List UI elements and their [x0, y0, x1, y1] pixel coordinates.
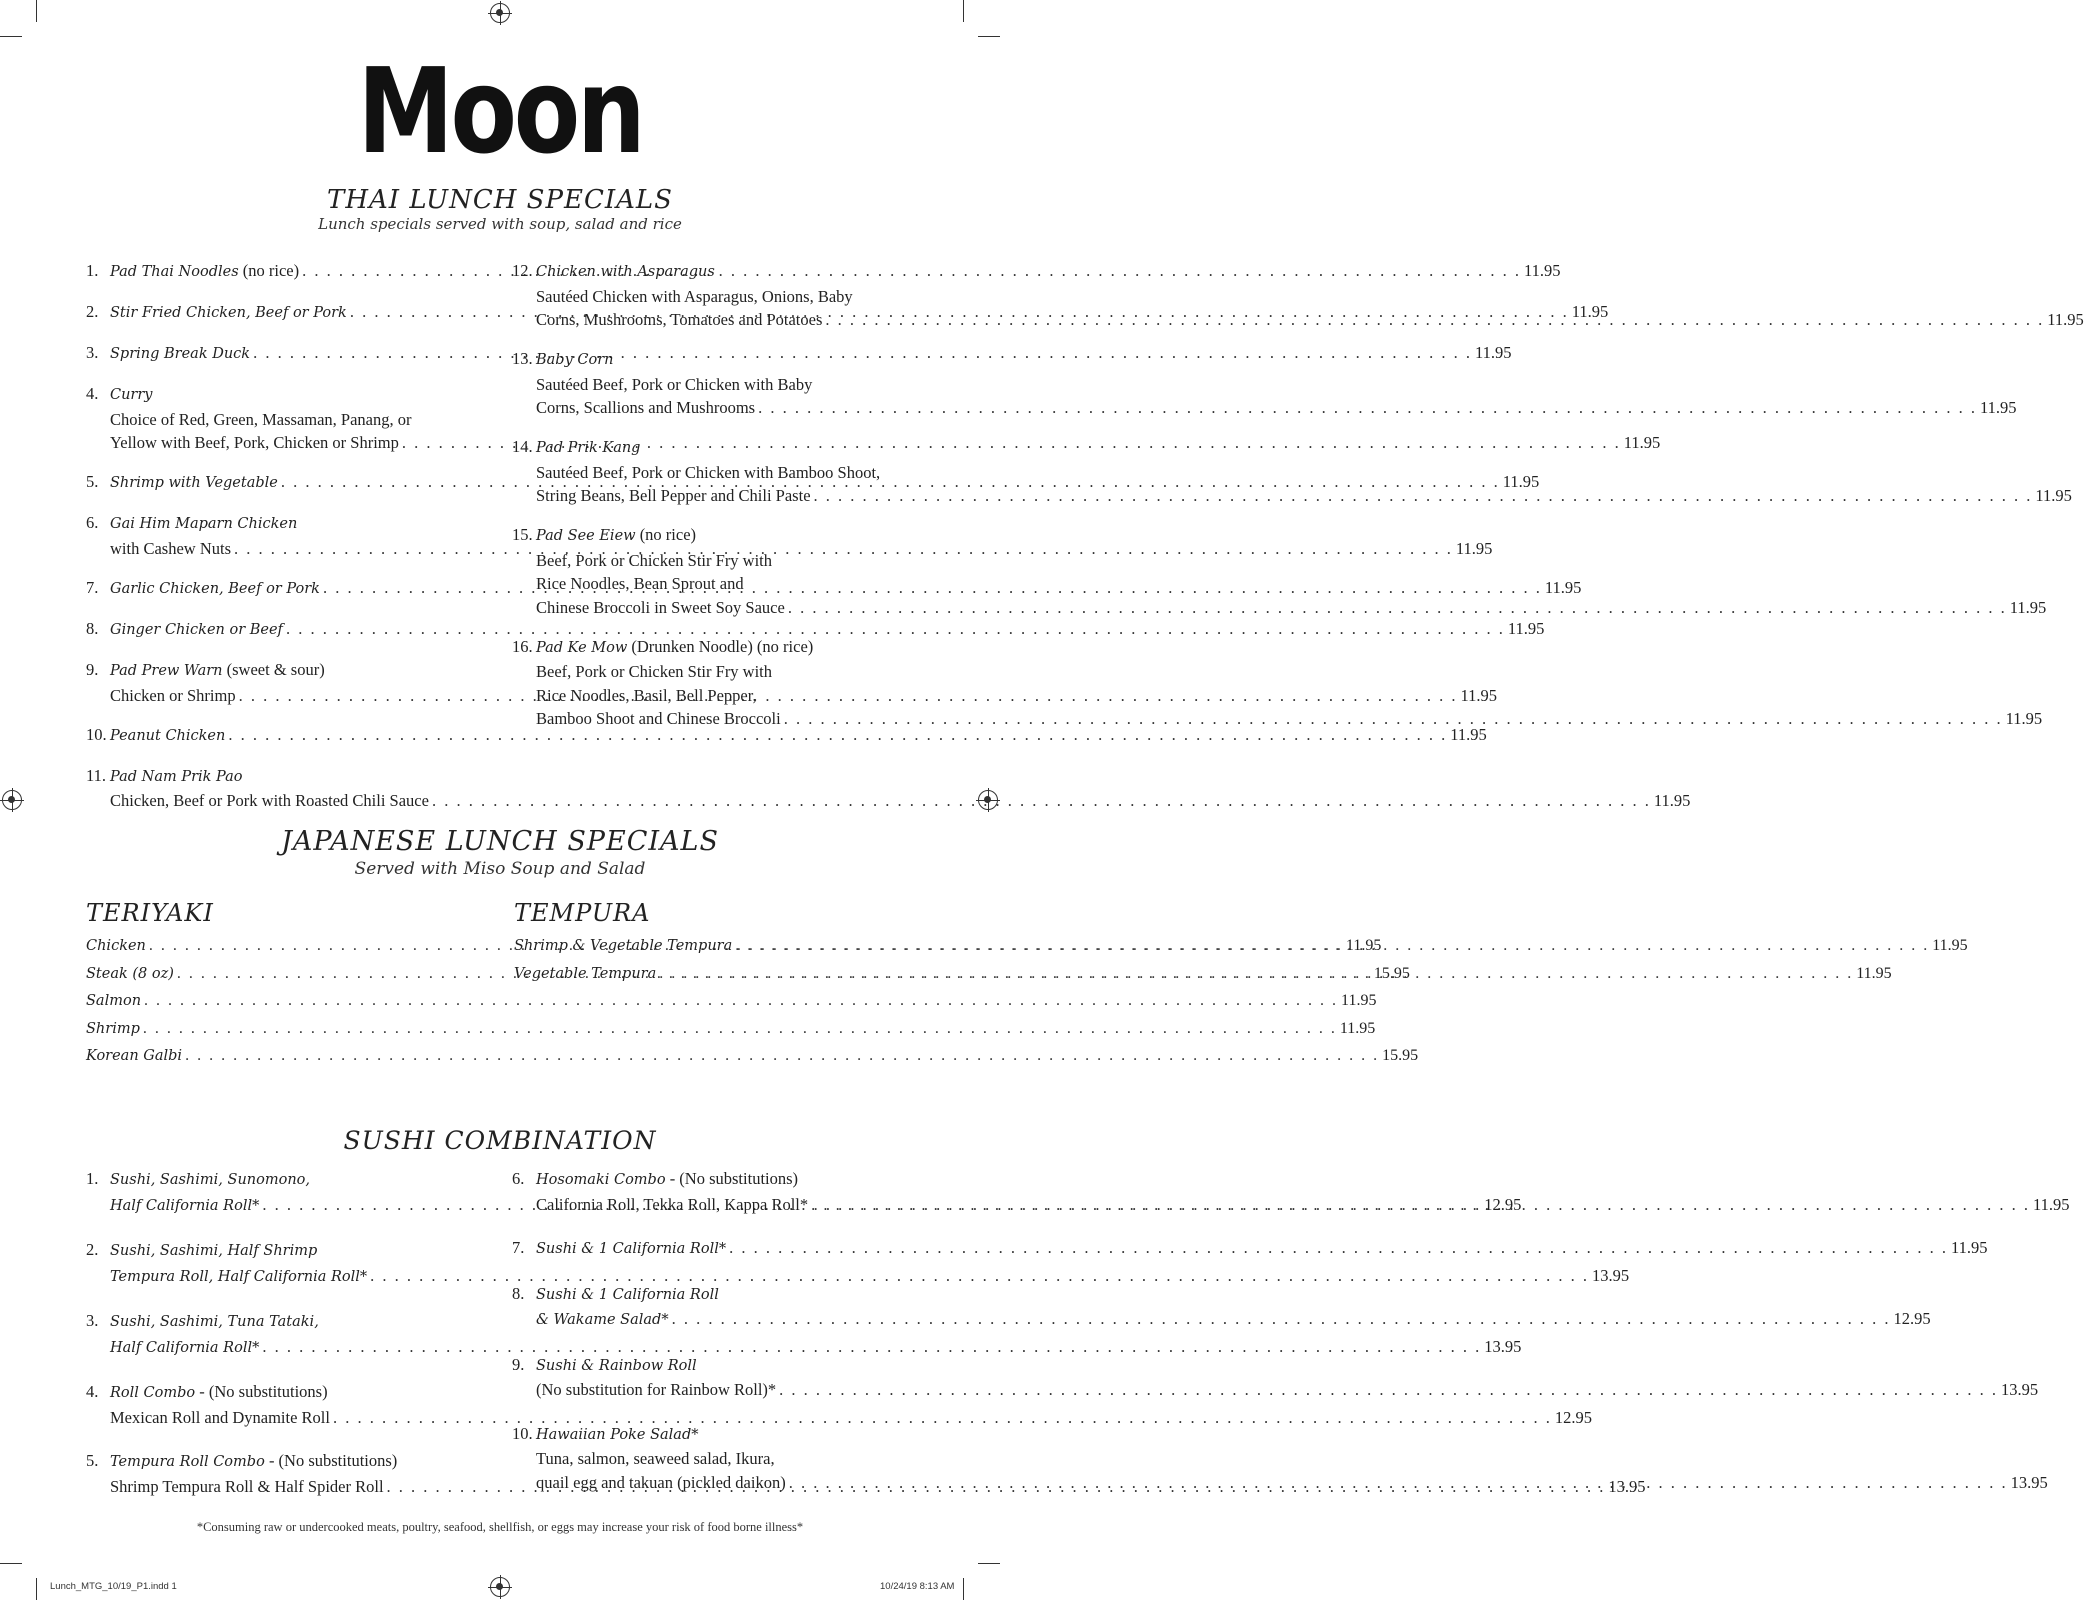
item-description-line [536, 660, 2042, 684]
item-price: 15.95 [1373, 964, 1410, 982]
item-price: 11.95 [1523, 261, 1561, 280]
item-number: 11. [86, 765, 107, 785]
dot-leader [735, 937, 1929, 955]
price-line-text [536, 596, 785, 620]
price-line-text [86, 992, 141, 1010]
dot-leader [185, 1047, 1379, 1065]
price-line [86, 1047, 1419, 1065]
menu-item-row [512, 1282, 1931, 1333]
menu-item-body [536, 1422, 2048, 1495]
item-name: Curry [110, 387, 153, 404]
item-description: Chinese Broccoli in Sweet Soy Sauce [536, 597, 785, 617]
item-price: 11.95 [2047, 310, 2084, 329]
dot-leader [814, 484, 2033, 508]
item-description: Sautéed Chicken with Asparagus, Onions, Baby [536, 286, 853, 306]
health-advisory-footnote: *Consuming raw or undercooked meats, poultry, seafood, shellfish, or eggs may increase your risk of food borne illness* [196, 1520, 804, 1534]
item-number: 13. [512, 349, 533, 369]
menu-item [512, 435, 2072, 508]
item-number: 9. [512, 1354, 525, 1374]
price-line [86, 1019, 1376, 1038]
item-price: 11.95 [1571, 302, 1609, 322]
menu-item-row [86, 617, 1545, 643]
item-number: 2. [86, 1240, 99, 1259]
price-line-text [536, 1193, 808, 1217]
item-note: - (No substitutions) [665, 1169, 799, 1188]
menu-item-body [110, 764, 1690, 813]
price-line [536, 1471, 2048, 1495]
price-line [86, 992, 1377, 1010]
item-name: Garlic Chicken, Beef or Pork [110, 581, 320, 598]
item-description: Chicken or Shrimp [110, 685, 236, 705]
item-number: 3. [86, 343, 99, 363]
item-price: 11.95 [1341, 992, 1377, 1009]
dot-leader [659, 965, 1853, 983]
item-description-line [536, 461, 2072, 485]
menu-item [86, 1019, 1376, 1038]
menu-item [86, 1047, 1419, 1065]
item-title-line [536, 1422, 2048, 1448]
crop-mark [963, 1578, 964, 1600]
item-description: California Roll, Tekka Roll, Kappa Roll* [536, 1194, 809, 1214]
item-name: Peanut Chicken [110, 727, 226, 744]
menu-item [512, 635, 2043, 731]
menu-item [512, 347, 2017, 420]
price-line-text [110, 1406, 330, 1430]
item-description: Yellow with Beef, Pork, Chicken or Shrimp [110, 433, 399, 453]
price-line [536, 1378, 2038, 1402]
item-number: 4. [86, 1382, 99, 1401]
registration-mark-icon [490, 3, 510, 23]
price-line-text [110, 617, 283, 643]
price-line [536, 1236, 1987, 1262]
item-title-line [110, 764, 1690, 790]
price-line-text [110, 259, 299, 285]
item-description: Shrimp Tempura Roll & Half Spider Roll [110, 1476, 384, 1496]
item-description: Rice Noodles, Bean Sprout and [536, 574, 744, 594]
teriyaki-heading: TERIYAKI [86, 899, 214, 927]
item-price: 12.95 [1484, 1194, 1522, 1214]
item-price: 11.95 [2035, 486, 2072, 506]
item-description: Tuna, salmon, seaweed salad, Ikura, [536, 1449, 775, 1468]
menu-item [86, 617, 1545, 643]
menu-item-row [512, 435, 2072, 508]
item-description-line [536, 684, 2042, 708]
item-description: Mexican Roll and Dynamite Roll [110, 1407, 330, 1427]
menu-item [86, 992, 1377, 1010]
tempura-heading: TEMPURA [514, 899, 651, 927]
menu-item [512, 1422, 2048, 1495]
item-name: Sushi & 1 California Roll* [536, 1241, 727, 1257]
item-name: Baby Corn [536, 352, 614, 369]
item-price: 11.95 [2033, 1194, 2070, 1214]
item-description: Sautéed Beef, Pork or Chicken with Baby [536, 374, 813, 394]
item-number: 1. [86, 261, 99, 280]
dot-leader [672, 1307, 1891, 1331]
menu-item-row [512, 523, 2047, 619]
item-description-line [536, 549, 2046, 573]
dot-leader [825, 308, 2044, 332]
crop-mark [36, 1578, 37, 1600]
dot-leader [811, 1193, 2030, 1217]
item-number: 1. [86, 1169, 99, 1188]
menu-item [512, 1236, 1988, 1262]
item-name: Salmon [86, 993, 142, 1009]
menu-item [514, 937, 1968, 955]
item-price: 11.95 [1950, 1238, 1988, 1257]
item-description: Sautéed Beef, Pork or Chicken with Bamboo Shoot, [536, 462, 881, 482]
item-title-line [536, 435, 2072, 461]
price-line-text [536, 1471, 786, 1495]
price-line-text [110, 1193, 259, 1219]
price-line-text [110, 789, 429, 813]
menu-item-row [512, 259, 2084, 332]
item-number: 6. [512, 1169, 525, 1188]
price-line [536, 596, 2046, 620]
crop-mark [36, 0, 37, 22]
crop-mark [963, 0, 964, 22]
item-description-line [536, 572, 2046, 596]
item-number: 7. [86, 578, 99, 598]
price-line-text [110, 537, 231, 561]
price-line-text [536, 1307, 669, 1333]
menu-item-body [536, 435, 2072, 508]
item-price: 12.95 [1893, 1309, 1931, 1328]
dot-leader [788, 596, 2007, 620]
item-name: Sushi & 1 California Roll [536, 1286, 719, 1303]
price-line-text [514, 937, 732, 955]
item-title-line [536, 523, 2046, 549]
item-name: Sushi & Rainbow Roll [536, 1357, 697, 1374]
item-number: 10. [86, 724, 107, 744]
price-line-text [86, 937, 146, 955]
menu-item-row [512, 1353, 2039, 1402]
dot-leader [729, 1236, 1948, 1260]
price-line [536, 1307, 1931, 1333]
item-price: 11.95 [1474, 343, 1512, 363]
item-name: Sushi, Sashimi, Sunomono, [110, 1172, 311, 1188]
item-number: 7. [512, 1238, 525, 1257]
item-number: 5. [86, 1451, 99, 1470]
menu-item-body [536, 635, 2042, 731]
item-description: quail egg and takuan (pickled daikon) [536, 1472, 786, 1492]
item-price: 11.95 [1450, 724, 1487, 744]
price-line-text [536, 308, 822, 332]
item-price: 12.95 [1554, 1407, 1592, 1427]
menu-item-body [536, 523, 2046, 619]
dot-leader [784, 707, 2003, 731]
item-title-line [536, 1282, 1931, 1308]
price-line-text [110, 1335, 259, 1361]
item-name: Pad Thai Noodles [110, 264, 239, 280]
price-line [514, 937, 1968, 955]
item-number: 14. [512, 437, 533, 457]
thai-menu-right-column [512, 259, 2084, 746]
dot-leader [432, 789, 1651, 813]
item-price: 13.95 [2001, 1380, 2039, 1399]
item-name: Ginger Chicken or Beef [110, 622, 283, 639]
item-number: 10. [512, 1423, 533, 1443]
price-line [536, 707, 2042, 731]
item-note: (no rice) [635, 525, 697, 545]
item-name: Gai Him Maparn Chicken [110, 516, 298, 533]
dot-leader [143, 1020, 1337, 1038]
item-description-line [536, 1447, 2048, 1471]
item-price: 11.95 [2009, 597, 2047, 617]
item-title-line [536, 635, 2042, 661]
menu-item-row [86, 723, 1487, 749]
price-line [110, 789, 1690, 813]
item-price: 11.95 [1339, 1019, 1376, 1037]
menu-item-body [536, 259, 2084, 332]
item-number: 3. [86, 1311, 99, 1330]
item-name: Chicken with Asparagus [536, 264, 715, 280]
item-name: Hosomaki Combo [536, 1172, 666, 1188]
item-note: (Drunken Noodle) (no rice) [627, 636, 814, 656]
item-name: Hawaiian Poke Salad* [536, 1426, 699, 1443]
price-line-text [536, 1236, 726, 1262]
item-note: - (No substitutions) [195, 1382, 328, 1401]
dot-leader [789, 1471, 2008, 1495]
item-description: Corns, Mushrooms, Tomatoes and Potatoes [536, 310, 823, 329]
item-description: with Cashew Nuts [110, 538, 231, 558]
item-description: Choice of Red, Green, Massaman, Panang, or [110, 409, 412, 429]
thai-section-title: THAI LUNCH SPECIALS [327, 185, 673, 215]
sushi-section-title: SUSHI COMBINATION [343, 1126, 657, 1155]
price-line-text [110, 341, 250, 367]
item-number: 8. [512, 1283, 525, 1303]
item-price: 11.95 [1544, 578, 1582, 598]
item-description: String Beans, Bell Pepper and Chili Paste [536, 486, 811, 506]
dot-leader [144, 992, 1338, 1010]
item-number: 6. [86, 513, 99, 533]
item-price: 11.95 [1653, 791, 1691, 811]
menu-item [512, 259, 2084, 332]
item-number: 5. [86, 472, 99, 492]
item-price: 13.95 [1608, 1476, 1646, 1496]
item-description-line [536, 373, 2016, 397]
thai-section-subtitle: Lunch specials served with soup, salad and rice [318, 215, 682, 233]
menu-item-body [536, 1167, 2070, 1216]
item-name: Shrimp with Vegetable [110, 475, 278, 492]
crop-mark [978, 1563, 1000, 1564]
price-line-text [536, 707, 781, 731]
item-number: 16. [512, 636, 533, 656]
item-price: 11.95 [1979, 398, 2017, 418]
item-description-line [536, 285, 2084, 309]
price-line-text [86, 965, 174, 983]
price-line-text [536, 484, 811, 508]
item-note: (sweet & sour) [222, 660, 325, 680]
price-line [536, 308, 2084, 332]
registration-mark-icon [490, 1577, 510, 1597]
item-description: Rice Noodles, Basil, Bell Pepper, [536, 685, 757, 705]
item-note: (no rice) [238, 261, 300, 280]
price-line-text [110, 723, 225, 749]
crop-mark [0, 36, 22, 37]
price-line [536, 396, 2016, 420]
item-name: Vegetable Tempura [514, 965, 657, 982]
item-price: 11.95 [1856, 964, 1892, 982]
item-number: 12. [512, 261, 533, 280]
sushi-menu-right-column [512, 1167, 2070, 1514]
item-description: Beef, Pork or Chicken Stir Fry with [536, 662, 773, 682]
item-name: Pad Ke Mow [536, 639, 628, 656]
item-price: 11.95 [1460, 685, 1497, 705]
menu-item [86, 723, 1487, 749]
menu-item [512, 1353, 2039, 1402]
registration-mark-icon [2, 790, 22, 810]
menu-item-body [536, 1353, 2038, 1402]
item-price: 13.95 [1484, 1336, 1522, 1356]
item-name: Tempura Roll Combo [110, 1454, 265, 1470]
item-description: (No substitution for Rainbow Roll)* [536, 1380, 777, 1399]
price-line-text [536, 396, 755, 420]
item-name: Korean Galbi [86, 1048, 183, 1064]
menu-item-row [512, 635, 2043, 731]
item-title-line [536, 347, 2016, 373]
item-name: Pad Nam Prik Pao [110, 768, 243, 785]
restaurant-logo: Moon [357, 42, 643, 180]
menu-item-row [512, 347, 2017, 420]
price-line-text [86, 1047, 182, 1065]
price-line-text [110, 1475, 384, 1499]
price-line-text [110, 576, 320, 602]
dot-leader [758, 396, 1977, 420]
price-line-text [514, 965, 656, 983]
price-line-text [86, 1020, 140, 1038]
menu-item [86, 764, 1691, 813]
item-name: Stir Fried Chicken, Beef or Pork [110, 305, 347, 322]
item-name: Shrimp & Vegetable Tempura [514, 938, 733, 954]
item-name: Pad See Eiew [536, 528, 636, 545]
japanese-section-title: JAPANESE LUNCH SPECIALS [281, 826, 719, 857]
item-name-continued: & Wakame Salad* [536, 1312, 669, 1328]
item-name: Sushi, Sashimi, Tuna Tataki, [110, 1314, 319, 1330]
japanese-section-subtitle: Served with Miso Soup and Salad [354, 859, 646, 879]
item-title-line [536, 1167, 2070, 1193]
item-number: 15. [512, 525, 533, 545]
menu-item-row [86, 764, 1691, 813]
item-description: Chicken, Beef or Pork with Roasted Chili Sauce [110, 791, 429, 811]
item-number: 4. [86, 384, 99, 404]
price-line-text [110, 470, 278, 496]
item-description: Bamboo Shoot and Chinese Broccoli [536, 709, 781, 729]
item-number: 8. [86, 619, 99, 639]
menu-item-row [512, 1236, 1988, 1262]
menu-item [512, 1282, 1931, 1333]
item-number: 2. [86, 302, 99, 322]
item-price: 11.95 [2005, 709, 2043, 729]
price-line [536, 1193, 2070, 1217]
item-name-continued: Tempura Roll, Half California Roll* [110, 1268, 368, 1285]
item-price: 11.95 [1455, 538, 1493, 558]
item-price: 13.95 [1592, 1265, 1630, 1285]
print-slug-filename: Lunch_MTG_10/19_P1.indd 1 [50, 1581, 177, 1592]
price-line-text [536, 1378, 776, 1402]
item-price: 15.95 [1382, 1047, 1419, 1064]
crop-mark [0, 1563, 22, 1564]
price-line-text [110, 431, 399, 455]
price-line-text [110, 1264, 367, 1290]
menu-item-body [536, 347, 2016, 420]
item-name: Pad Prik Kang [536, 440, 641, 457]
price-line-text [110, 684, 236, 708]
item-note: - (No substitutions) [264, 1451, 398, 1470]
item-name-continued: Half California Roll* [110, 1197, 260, 1214]
item-name-continued: Half California Roll* [110, 1339, 260, 1356]
item-price: 11.95 [1623, 433, 1661, 453]
print-slug-date: 10/24/19 8:13 AM [880, 1581, 955, 1592]
item-price: 11.95 [1502, 472, 1540, 492]
menu-item-body [536, 1282, 1931, 1333]
item-price: 11.95 [1345, 937, 1382, 954]
dot-leader [779, 1378, 1998, 1402]
menu-item-body [536, 1236, 1987, 1262]
menu-item [512, 523, 2047, 619]
item-description: Corns, Scallions and Mushrooms [536, 398, 756, 418]
item-price: 11.95 [1507, 619, 1545, 639]
item-number: 9. [86, 660, 99, 680]
price-line [536, 484, 2072, 508]
item-price: 11.95 [1932, 937, 1968, 954]
item-price: 13.95 [2010, 1472, 2048, 1492]
item-name: Pad Prew Warn [110, 663, 223, 680]
item-name: Chicken [86, 938, 146, 954]
item-name: Steak (8 oz) [86, 965, 174, 982]
item-name: Roll Combo [110, 1385, 196, 1401]
crop-mark [978, 36, 1000, 37]
menu-item-row [512, 1422, 2048, 1495]
item-name: Shrimp [86, 1020, 140, 1037]
item-name: Spring Break Duck [110, 346, 251, 363]
item-title-line [536, 1353, 2038, 1379]
price-line-text [110, 300, 347, 326]
item-description: Beef, Pork or Chicken Stir Fry with [536, 550, 773, 570]
item-name: Sushi, Sashimi, Half Shrimp [110, 1243, 318, 1259]
item-title-line [536, 259, 2084, 285]
